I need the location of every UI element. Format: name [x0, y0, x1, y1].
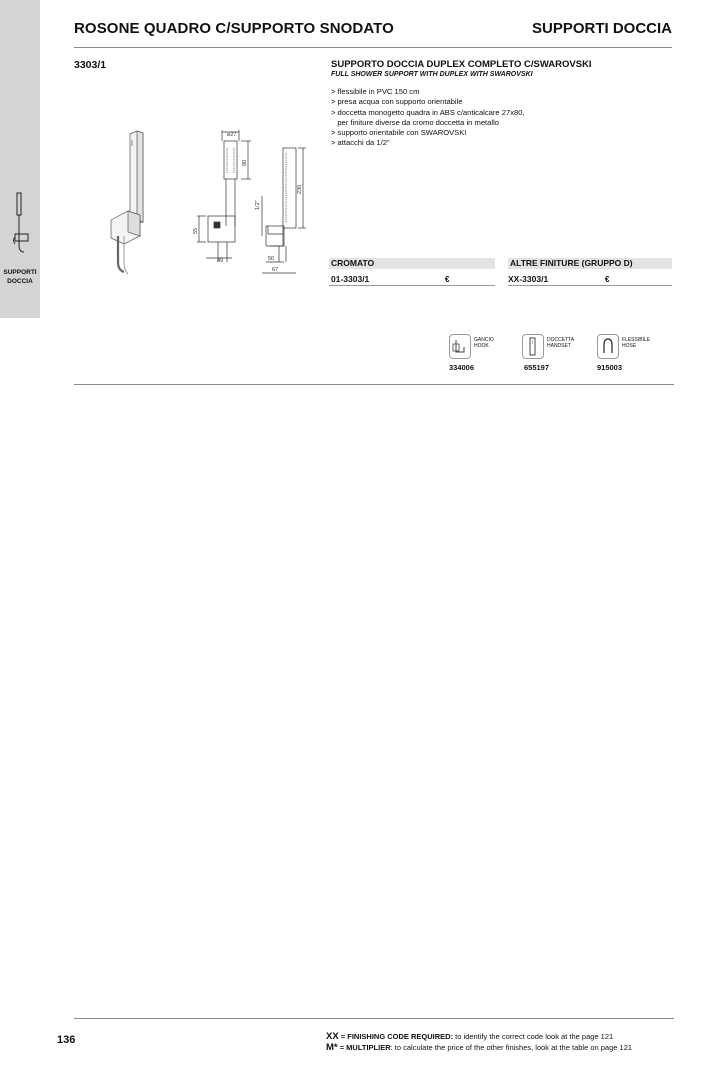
dim-half-inch: 1/2" [255, 200, 261, 210]
price-divider [329, 285, 495, 286]
price-currency: € [445, 275, 450, 284]
page-title: ROSONE QUADRO C/SUPPORTO SNODATO [74, 20, 394, 37]
section-title: SUPPORTI DOCCIA [531, 20, 672, 37]
price-divider [508, 285, 672, 286]
feature-item: > presa acqua con supporto orientabile [331, 97, 463, 107]
component-label-hook: GANCIO HOOK [474, 337, 494, 350]
dim-50: 50 [268, 256, 275, 262]
feature-item: > supporto orientabile con SWAROVSKI [331, 128, 467, 138]
price-code-cromato: 01-3303/1 [331, 274, 370, 284]
footer-note-multiplier: M* = MULTIPLIER: to calculate the price of the other finishes, look at the table on page 121 [326, 1042, 633, 1053]
handset-icon [522, 334, 544, 359]
front-view [197, 130, 251, 262]
dim-49: 49 [217, 258, 224, 264]
component-code-hook: 334006 [449, 363, 475, 372]
product-render [111, 131, 143, 274]
page-number: 136 [57, 1034, 76, 1046]
dim-55: 55 [193, 227, 199, 234]
price-header-cromato: CROMATO [329, 258, 495, 269]
side-view [262, 148, 306, 273]
price-code-altre: XX-3303/1 [508, 274, 549, 284]
product-title: SUPPORTO DOCCIA DUPLEX COMPLETO C/SWAROVSKI [331, 59, 592, 70]
feature-item: > attacchi da 1/2" [331, 138, 390, 148]
hose-icon [597, 334, 619, 359]
price-currency: € [605, 275, 610, 284]
product-subtitle: FULL SHOWER SUPPORT WITH DUPLEX WITH SWAROVSKI [331, 71, 533, 78]
dim-230: 230 [297, 184, 303, 194]
component-label-hose: FLESSIBILE HOSE [622, 337, 651, 350]
feature-item: per finiture diverse da cromo doccetta in metallo [331, 117, 499, 127]
feature-item: > flessibile in PVC 150 cm [331, 87, 420, 96]
component-code-hose: 915003 [597, 363, 623, 372]
dim-67: 67 [272, 267, 279, 273]
dim-80: 80 [242, 159, 248, 166]
price-header-altre-finiture: ALTRE FINITURE (GRUPPO D) [508, 258, 672, 269]
component-code-handset: 655197 [524, 363, 550, 372]
feature-item: > doccetta monogetto quadra in ABS c/anticalcare 27x80, [331, 107, 525, 117]
component-label-handset: DOCCETTA HANDSET [547, 337, 575, 350]
dim-27: ⌀27 [227, 132, 237, 138]
product-drawing [0, 0, 711, 300]
product-code: 3303/1 [74, 59, 107, 71]
sidebar-label: SUPPORTI DOCCIA [3, 269, 37, 285]
footer-note-finishing: XX = FINISHING CODE REQUIRED: to identify the correct code look at the page 121 [326, 1031, 614, 1042]
section-divider [74, 384, 674, 385]
footer-divider [74, 1018, 674, 1019]
hook-icon [449, 334, 471, 359]
